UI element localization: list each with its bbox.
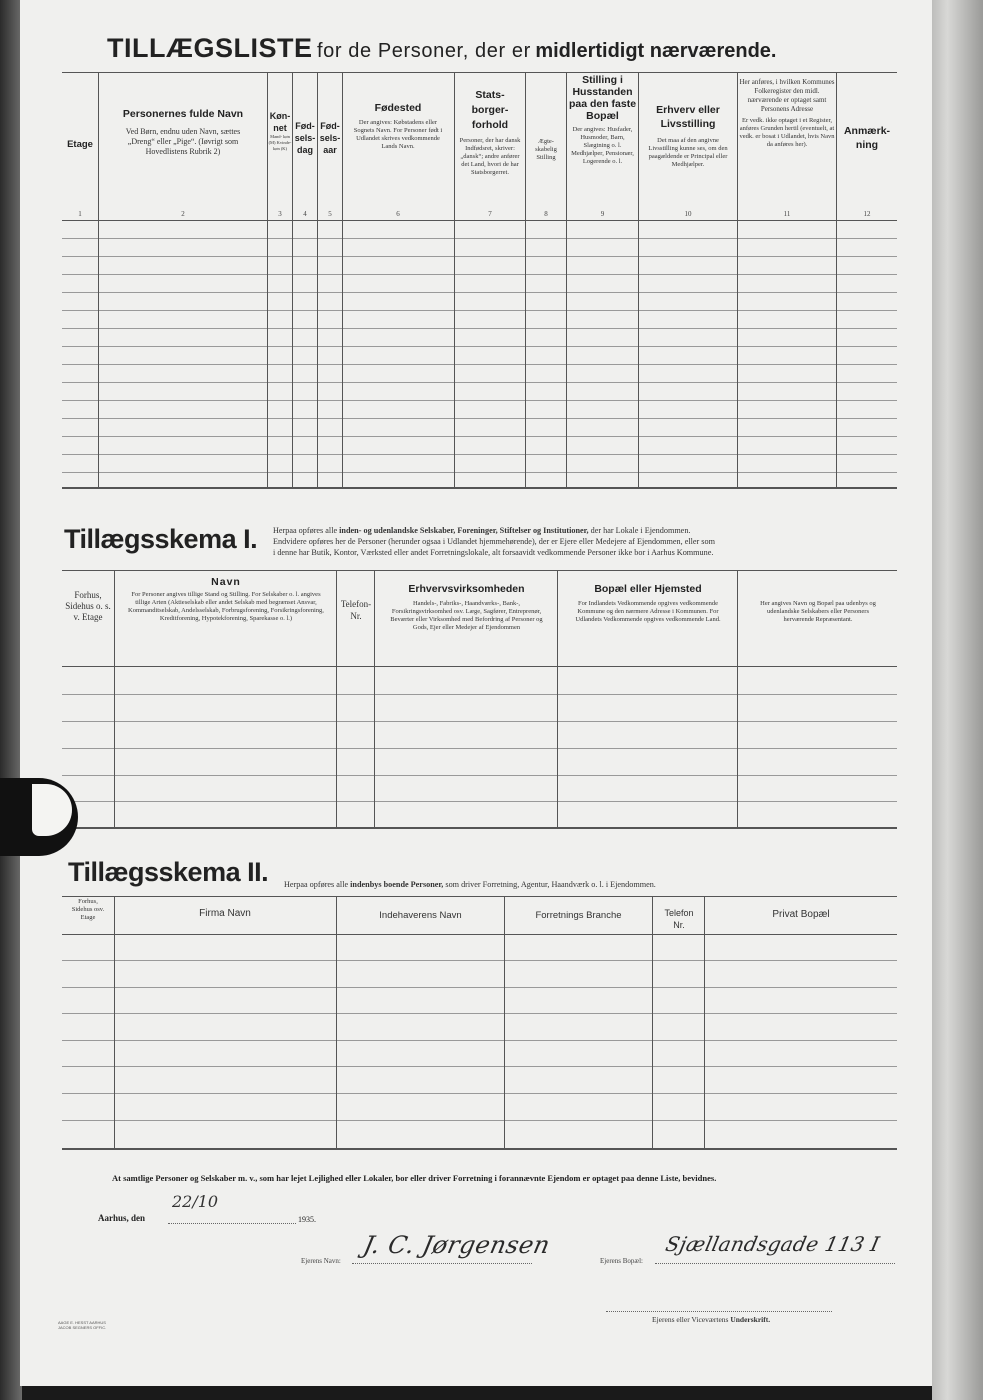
skema1-col-bopael: Bopæl eller Hjemsted For Indlandets Vedkommende opgives vedkommende Kommune og den nærmere Adresse i Kommunen. For Udlandets Vedkommende opgives vedkommende Land. [575, 583, 721, 623]
col-10-header: Erhverv eller Livsstilling Det maa af den angivne Livsstilling kunne ses, om den paagældende er Principal eller Medhjælper. [648, 104, 728, 168]
col-num-6: 6 [396, 210, 400, 218]
col-9-header: Stilling i Husstanden paa den faste Bopæl Der angives: Husfader, Husmoder, Barn, Slægtning o. l. Medhjælper, Pensionær, Logerende o. l. [568, 74, 637, 165]
skema2-title: Tillægsskema II. [68, 857, 269, 887]
col-11-header: Her anføres, i hvilken Kommunes Folkeregister den midl. nærværende er optaget samt Personens Adresse Er vedk. ikke optaget i et Register, anføres Grunden hertil (eventuelt, at vedk. er bosat i Udlandet, hvis Navn da anføres her). [739, 78, 835, 148]
printer-imprint: AAGE E. HESST AARHUS JACOB SEGNERS OFFIC. [58, 1320, 107, 1330]
skema2-col-branche: Forretnings Branche [535, 910, 622, 921]
scan-right-edge [932, 0, 983, 1400]
col-num-10: 10 [684, 210, 692, 218]
col-7-header: Stats- borger- forhold Personer, der har dansk Indfødsret, skriver: „dansk“; andre anfører det Land, hvori de har Statsborgerret. [459, 89, 521, 176]
col-num-11: 11 [783, 210, 791, 218]
title-bold2: midlertidigt nærværende. [535, 40, 777, 62]
col-num-9: 9 [600, 210, 605, 218]
col-6-header: Fødested Der angives: Købstadens eller Sognets Navn. For Personer født i Udlandet skrives vedkommende Lands Navn. [353, 102, 443, 150]
skema1-description: Herpaa opføres alle inden- og udenlandske Selskaber, Foreninger, Stiftelser og Institutioner, der har Lokale i Ejendommen. Endvidere opføres her de Personer (herunder ogsaa i Udlandet hjemmehørende), der er Ejere eller Medejere af Ejendommen, eller som i denne har Butik, Kontor, Værksted eller andet Forretningslokale, alt forsaavidt vedkommende Personer ikke bor i Aarhus Kommune. [273, 526, 715, 557]
col-3-header: Køn- net Mand- køn (M) Kvinde- køn (K) [268, 111, 292, 151]
col-12-header: Anmærk- ning [843, 125, 891, 151]
title-bold: TILLÆGSLISTE [107, 33, 313, 63]
col-num-4: 4 [303, 210, 307, 218]
col-8-header: Ægte- skabelig Stilling [535, 138, 557, 161]
scan-left-edge [0, 0, 22, 1400]
attestation-statement: At samtlige Personer og Selskaber m. v., som har lejet Lejlighed eller Lokaler, bor eller driver Forretning i forannævnte Ejendom er optaget paa denne Liste, bevidnes. [112, 1173, 717, 1183]
skema2-col-indehaver: Indehaverens Navn [379, 910, 462, 921]
skema2-col-privat-bopael: Privat Bopæl [772, 909, 830, 920]
skema1-title: Tillægsskema I. [64, 524, 258, 554]
owner-address-label: Ejerens Bopæl: [600, 1257, 643, 1265]
skema1-col-repraesentant: Her angives Navn og Bopæl paa udenbys og udenlandske Selskabers eller Personers herværende Repræsentant. [760, 600, 876, 623]
skema2-col-telefon: Telefon Nr. [664, 908, 694, 930]
page-title [107, 33, 776, 64]
col-num-7: 7 [488, 210, 492, 218]
col-1-header: Etage [67, 139, 93, 150]
title-rest: for de Personer, der er [316, 40, 531, 62]
skema2-col-firma: Firma Navn [199, 908, 251, 919]
col-num-3: 3 [278, 210, 282, 218]
col-2-header: Personernes fulde Navn Ved Børn, endnu uden Navn, sættes „Dreng“ eller „Pige“. (Iøvrigt som Hovedlistens Rubrik 2) [122, 108, 244, 156]
skema1-col-telefon: Telefon- Nr. [340, 599, 372, 621]
year-label: 1935. [298, 1215, 316, 1224]
col-num-2: 2 [181, 210, 185, 218]
col-num-5: 5 [328, 210, 332, 218]
skema2-col-etage: Forhus, Sidehus osv. Etage [71, 898, 105, 921]
owner-address-handwritten: Sjællandsgade 113 I [663, 1232, 882, 1256]
col-num-1: 1 [78, 210, 82, 218]
col-4-header: Fød- sels- dag [294, 121, 316, 155]
owner-name-label: Ejerens Navn: [301, 1257, 341, 1265]
form-page [20, 0, 932, 1386]
col-5-header: Fød- sels- aar [319, 121, 341, 155]
col-num-8: 8 [544, 210, 548, 218]
signature-caption: Ejerens eller Viceværtens Underskrift. [652, 1315, 771, 1324]
date-handwritten: 22/10 [172, 1192, 219, 1211]
place-label: Aarhus, den [98, 1213, 146, 1223]
skema2-description: Herpaa opføres alle indenbys boende Personer, som driver Forretning, Agentur, Haandværk o. l. i Ejendommen. [284, 880, 656, 889]
skema1-col-etage: Forhus, Sidehus o. s. v. Etage [65, 590, 111, 622]
skema1-col-navn: Navn For Personer angives tillige Stand og Stilling. For Selskaber o. l. angives tillige Arten (Aktieselskab eller andet Selskab med begrænset Ansvar, Kommanditselskab, Andelsselskab, Forbrugsforening, Forsikringsforening, Kreditforening, Hypotekforening, Sparekasse o. l.) [128, 576, 324, 622]
owner-name-signature: J. C. Jørgensen [361, 1231, 553, 1259]
skema1-col-erhverv: Erhvervsvirksomheden Handels-, Fabriks-, Haandværks-, Bank-, Forsikringsvirksomhed osv. Læge, Sagfører, Entreprenør, Beværter eller Virksomhed med Befordring af Personer og Gods, Ejer eller Medejer af Ejendommen [390, 583, 543, 631]
col-num-12: 12 [863, 210, 871, 218]
